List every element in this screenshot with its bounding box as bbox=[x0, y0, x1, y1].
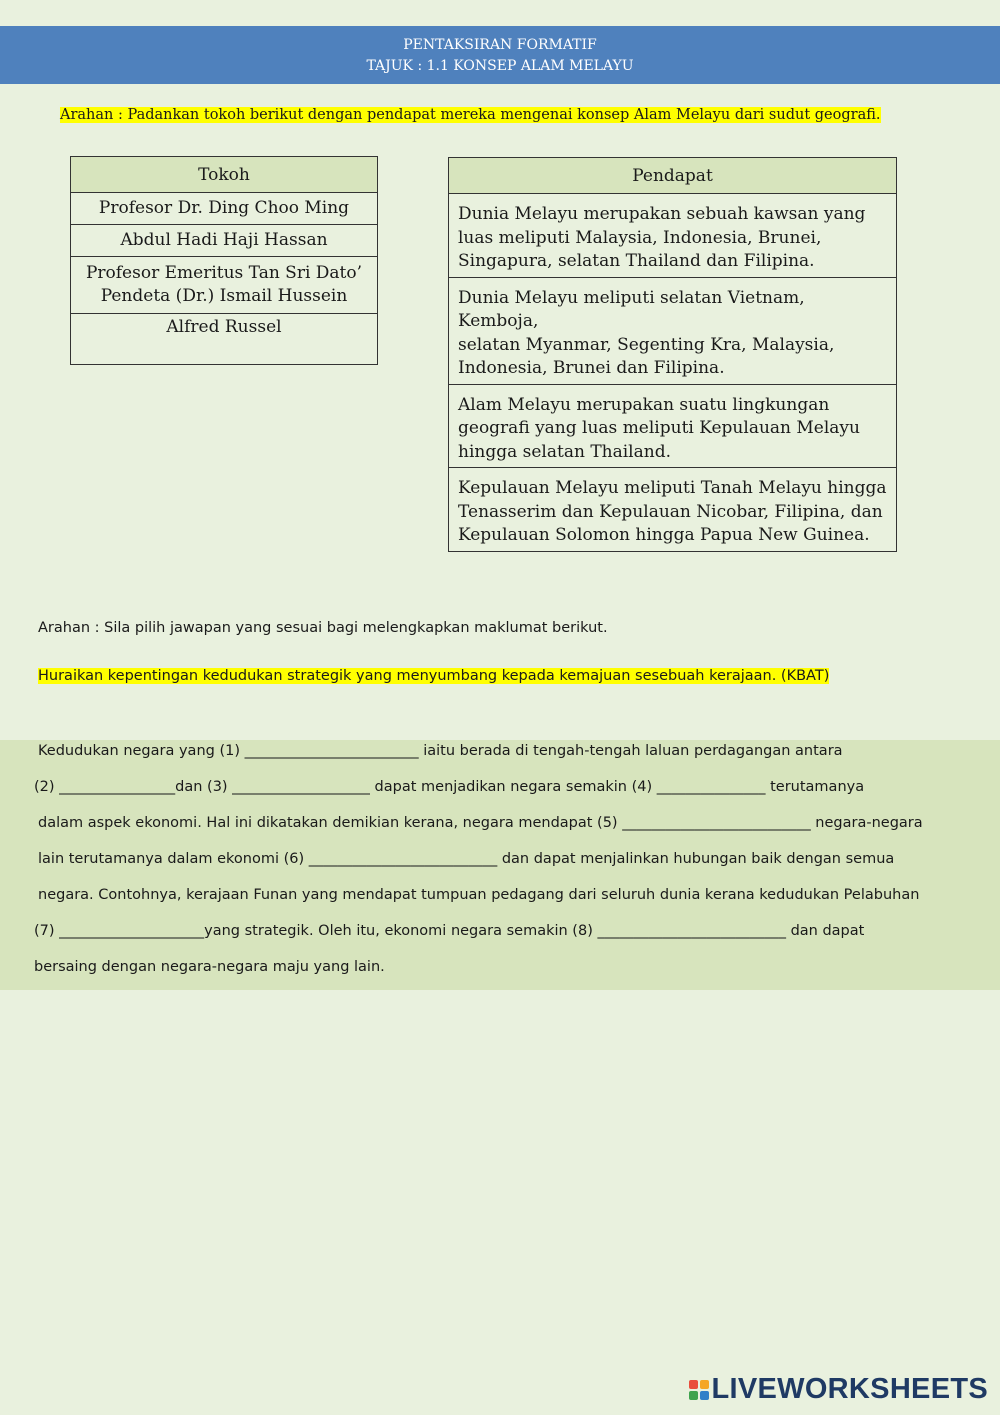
passage-line[interactable]: negara. Contohnya, kerajaan Funan yang mendapat tumpuan pedagang dari seluruh dunia kerana kedudukan Pelabuhan bbox=[38, 887, 920, 903]
pendapat-item[interactable]: Dunia Melayu meliputi selatan Vietnam, Kemboja, selatan Myanmar, Segenting Kra, Malaysia, Indonesia, Brunei dan Filipina. bbox=[449, 277, 897, 384]
passage-line[interactable]: (7) ____________________yang strategik. Oleh itu, ekonomi negara semakin (8) __________________________ dan dapat bbox=[34, 923, 865, 939]
tokoh-item[interactable]: Alfred Russel bbox=[71, 314, 378, 365]
logo-mark-icon bbox=[689, 1380, 709, 1400]
header-title: PENTAKSIRAN FORMATIF bbox=[403, 37, 597, 53]
page-header bbox=[0, 26, 1000, 84]
pendapat-table bbox=[448, 157, 897, 552]
liveworksheets-logo[interactable] bbox=[689, 1373, 989, 1406]
tokoh-item[interactable]: Profesor Emeritus Tan Sri Dato’ Pendeta (Dr.) Ismail Hussein bbox=[71, 257, 378, 314]
tokoh-header: Tokoh bbox=[71, 157, 378, 193]
passage-line[interactable]: lain terutamanya dalam ekonomi (6) __________________________ dan dapat menjalinkan hubungan baik dengan semua bbox=[38, 851, 895, 867]
matching-instruction: Arahan : Padankan tokoh berikut dengan pendapat mereka mengenai konsep Alam Melayu dari sudut geografi. bbox=[60, 107, 881, 123]
passage-line: bersaing dengan negara-negara maju yang lain. bbox=[34, 959, 385, 975]
tokoh-table bbox=[70, 156, 378, 365]
pendapat-item[interactable]: Alam Melayu merupakan suatu lingkungan geografi yang luas meliputi Kepulauan Melayu hingga selatan Thailand. bbox=[449, 384, 897, 468]
passage-line[interactable]: (2) ________________dan (3) ___________________ dapat menjadikan negara semakin (4) _______________ terutamanya bbox=[34, 779, 865, 795]
pendapat-item[interactable]: Dunia Melayu merupakan sebuah kawsan yang luas meliputi Malaysia, Indonesia, Brunei, Singapura, selatan Thailand dan Filipina. bbox=[449, 194, 897, 278]
fill-in-passage bbox=[0, 740, 1000, 990]
passage-line[interactable]: Kedudukan negara yang (1) ________________________ iaitu berada di tengah-tengah laluan perdagangan antara bbox=[38, 743, 843, 759]
passage-line[interactable]: dalam aspek ekonomi. Hal ini dikatakan demikian kerana, negara mendapat (5) __________________________ negara-negara bbox=[38, 815, 923, 831]
pendapat-item[interactable]: Kepulauan Melayu meliputi Tanah Melayu hingga Tenasserim dan Kepulauan Nicobar, Filipina, dan Kepulauan Solomon hingga Papua New Guinea. bbox=[449, 468, 897, 552]
header-topic: TAJUK : 1.1 KONSEP ALAM MELAYU bbox=[366, 58, 634, 74]
fill-instruction: Arahan : Sila pilih jawapan yang sesuai bagi melengkapkan maklumat berikut. bbox=[38, 620, 608, 636]
tokoh-item[interactable]: Profesor Dr. Ding Choo Ming bbox=[71, 193, 378, 225]
logo-text: LIVEWORKSHEETS bbox=[711, 1373, 988, 1405]
pendapat-header: Pendapat bbox=[449, 158, 897, 194]
kbat-question: Huraikan kepentingan kedudukan strategik yang menyumbang kepada kemajuan sesebuah kerajaan. (KBAT) bbox=[38, 668, 830, 684]
tokoh-item[interactable]: Abdul Hadi Haji Hassan bbox=[71, 225, 378, 257]
